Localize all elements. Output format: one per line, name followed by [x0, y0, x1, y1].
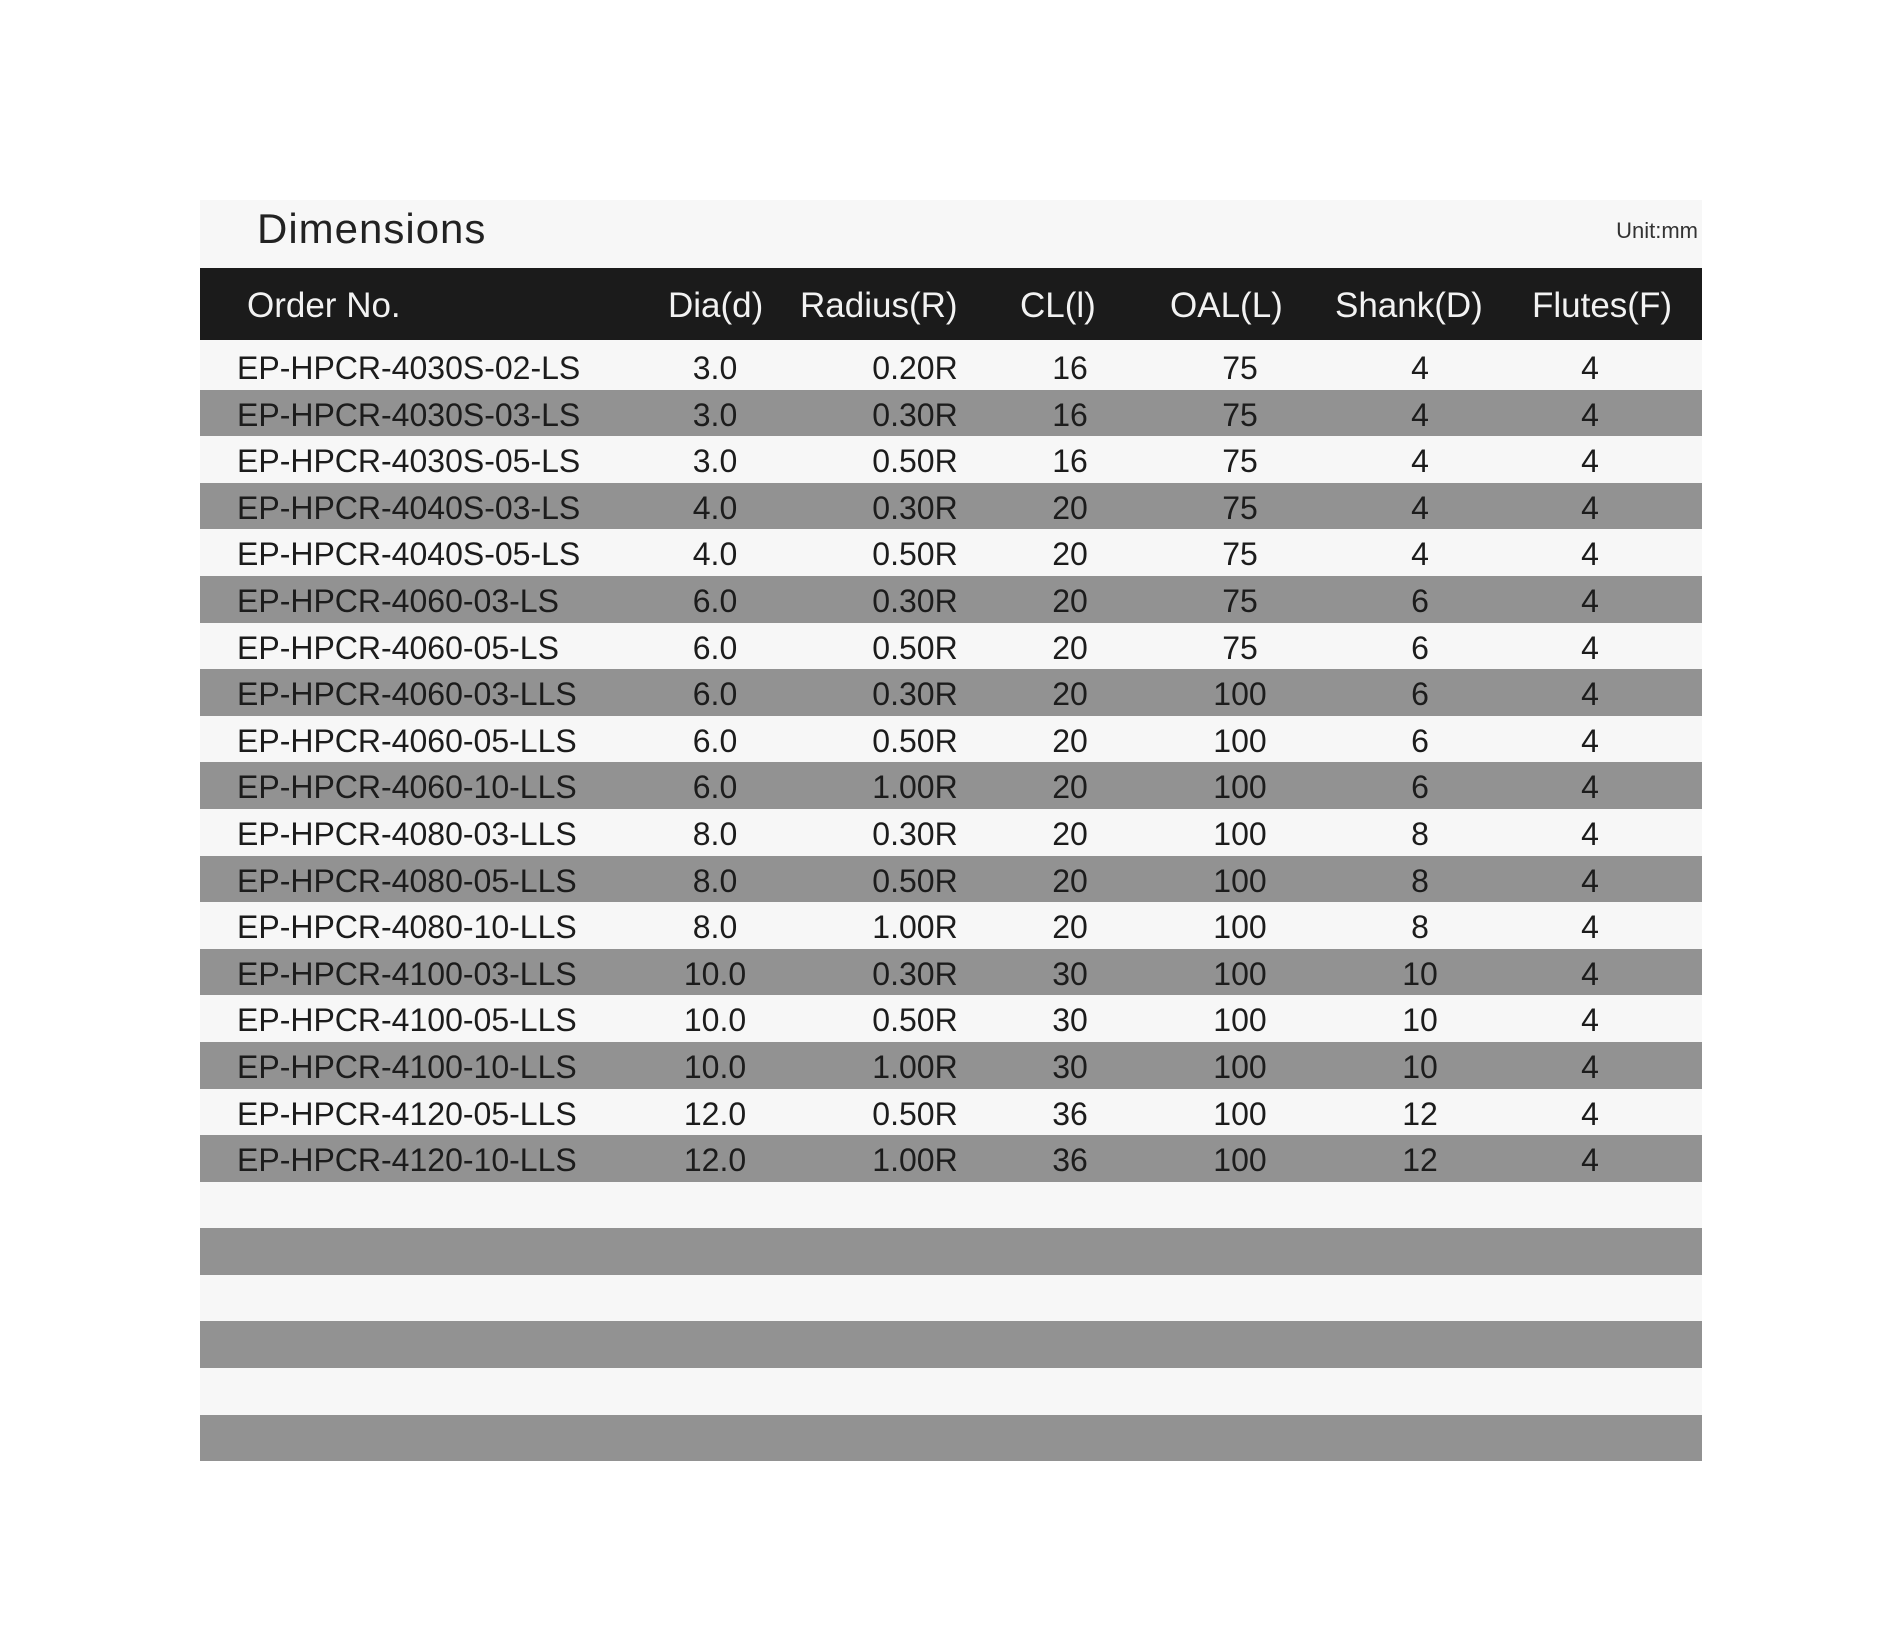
- cell-flutes: 4: [1581, 1002, 1599, 1039]
- cell-order-no: EP-HPCR-4060-05-LS: [237, 629, 559, 666]
- cell-cl: 20: [1052, 676, 1088, 713]
- cell-radius: 0.50R: [872, 1002, 958, 1039]
- header-shank: Shank(D): [1335, 286, 1483, 325]
- table-body: [200, 343, 1702, 1461]
- cell-order-no: EP-HPCR-4100-03-LLS: [237, 955, 577, 992]
- empty-table-row: [200, 1415, 1702, 1462]
- table-row: [200, 716, 1702, 763]
- cell-cl: 20: [1052, 582, 1088, 619]
- cell-shank: 8: [1411, 909, 1429, 946]
- cell-oal: 75: [1222, 350, 1258, 386]
- table-row: [200, 483, 1702, 530]
- cell-oal: 75: [1222, 489, 1258, 526]
- cell-cl: 20: [1052, 862, 1088, 899]
- cell-shank: 6: [1411, 582, 1429, 619]
- table-row: [200, 1089, 1702, 1136]
- cell-order-no: EP-HPCR-4030S-02-LS: [237, 350, 581, 386]
- cell-oal: 100: [1213, 955, 1267, 992]
- cell-cl: 20: [1052, 769, 1088, 806]
- cell-cl: 16: [1052, 443, 1088, 480]
- table-row: [200, 529, 1702, 576]
- cell-order-no: EP-HPCR-4030S-05-LS: [237, 443, 581, 480]
- cell-oal: 100: [1213, 1048, 1267, 1085]
- cell-shank: 8: [1411, 862, 1429, 899]
- cell-dia: 3.0: [692, 396, 738, 433]
- cell-oal: 75: [1222, 536, 1258, 573]
- cell-oal: 100: [1213, 769, 1267, 806]
- cell-flutes: 4: [1581, 722, 1599, 759]
- table-row: [200, 949, 1702, 996]
- table-row: [200, 856, 1702, 903]
- cell-dia: 10.0: [683, 1002, 747, 1039]
- cell-cl: 30: [1052, 1048, 1088, 1085]
- empty-table-row: [200, 1368, 1702, 1415]
- table-row: [200, 390, 1702, 437]
- cell-radius: 1.00R: [872, 1142, 958, 1179]
- header-cl: CL(l): [1020, 286, 1096, 325]
- cell-shank: 10: [1402, 955, 1438, 992]
- cell-shank: 4: [1411, 536, 1429, 573]
- cell-dia: 6.0: [692, 676, 738, 713]
- header-dia: Dia(d): [668, 286, 764, 325]
- cell-dia: 6.0: [692, 582, 738, 619]
- header-oal: OAL(L): [1170, 286, 1283, 325]
- cell-flutes: 4: [1581, 676, 1599, 713]
- cell-oal: 75: [1222, 443, 1258, 480]
- cell-shank: 6: [1411, 769, 1429, 806]
- table-row: [200, 623, 1702, 670]
- table-row: [200, 343, 1702, 390]
- cell-dia: 12.0: [683, 1142, 747, 1179]
- cell-flutes: 4: [1581, 489, 1599, 526]
- cell-shank: 4: [1411, 443, 1429, 480]
- cell-dia: 8.0: [692, 862, 738, 899]
- cell-oal: 100: [1213, 909, 1267, 946]
- table-row: [200, 762, 1702, 809]
- cell-dia: 4.0: [692, 489, 738, 526]
- cell-radius: 0.50R: [872, 629, 958, 666]
- cell-flutes: 4: [1581, 443, 1599, 480]
- cell-order-no: EP-HPCR-4060-03-LS: [237, 582, 559, 619]
- cell-radius: 0.50R: [872, 443, 958, 480]
- cell-cl: 16: [1052, 396, 1088, 433]
- cell-oal: 100: [1213, 722, 1267, 759]
- cell-flutes: 4: [1581, 862, 1599, 899]
- cell-order-no: EP-HPCR-4120-10-LLS: [237, 1142, 577, 1179]
- cell-cl: 20: [1052, 489, 1088, 526]
- cell-cl: 20: [1052, 909, 1088, 946]
- cell-dia: 6.0: [692, 769, 738, 806]
- cell-order-no: EP-HPCR-4030S-03-LS: [237, 396, 581, 433]
- table-row: [200, 436, 1702, 483]
- cell-cl: 20: [1052, 629, 1088, 666]
- cell-radius: 1.00R: [872, 1048, 958, 1085]
- cell-oal: 100: [1213, 862, 1267, 899]
- cell-oal: 75: [1222, 396, 1258, 433]
- cell-dia: 4.0: [692, 536, 738, 573]
- cell-shank: 6: [1411, 722, 1429, 759]
- cell-cl: 20: [1052, 722, 1088, 759]
- cell-order-no: EP-HPCR-4040S-03-LS: [237, 489, 581, 526]
- cell-order-no: EP-HPCR-4100-05-LLS: [237, 1002, 577, 1039]
- cell-dia: 10.0: [683, 955, 747, 992]
- table-row: [200, 1135, 1702, 1182]
- cell-flutes: 4: [1581, 1048, 1599, 1085]
- cell-oal: 100: [1213, 1002, 1267, 1039]
- cell-shank: 6: [1411, 629, 1429, 666]
- empty-table-row: [200, 1275, 1702, 1322]
- cell-oal: 100: [1213, 815, 1267, 852]
- cell-dia: 3.0: [692, 350, 738, 386]
- cell-oal: 100: [1213, 1095, 1267, 1132]
- cell-order-no: EP-HPCR-4120-05-LLS: [237, 1095, 577, 1132]
- cell-order-no: EP-HPCR-4080-03-LLS: [237, 815, 577, 852]
- cell-order-no: EP-HPCR-4040S-05-LS: [237, 536, 581, 573]
- cell-shank: 4: [1411, 396, 1429, 433]
- cell-shank: 4: [1411, 350, 1429, 386]
- cell-shank: 6: [1411, 676, 1429, 713]
- cell-dia: 8.0: [692, 815, 738, 852]
- header-flutes: Flutes(F): [1532, 286, 1672, 325]
- cell-shank: 10: [1402, 1048, 1438, 1085]
- cell-dia: 6.0: [692, 722, 738, 759]
- cell-radius: 0.20R: [872, 350, 958, 386]
- cell-radius: 0.30R: [872, 582, 958, 619]
- header-order-no: Order No.: [247, 286, 401, 325]
- table-header: [200, 268, 1702, 340]
- cell-radius: 0.30R: [872, 676, 958, 713]
- cell-radius: 0.30R: [872, 396, 958, 433]
- cell-flutes: 4: [1581, 1142, 1599, 1179]
- cell-flutes: 4: [1581, 955, 1599, 992]
- cell-cl: 36: [1052, 1142, 1088, 1179]
- cell-flutes: 4: [1581, 1095, 1599, 1132]
- cell-shank: 12: [1402, 1095, 1438, 1132]
- empty-table-row: [200, 1321, 1702, 1368]
- cell-dia: 12.0: [683, 1095, 747, 1132]
- dimensions-sheet: [200, 200, 1702, 1443]
- empty-table-row: [200, 1228, 1702, 1275]
- cell-dia: 6.0: [692, 629, 738, 666]
- cell-oal: 75: [1222, 582, 1258, 619]
- cell-cl: 20: [1052, 536, 1088, 573]
- cell-order-no: EP-HPCR-4060-10-LLS: [237, 769, 577, 806]
- cell-order-no: EP-HPCR-4060-05-LLS: [237, 722, 577, 759]
- table-row: [200, 1042, 1702, 1089]
- cell-radius: 0.50R: [872, 536, 958, 573]
- section-title: Dimensions: [257, 205, 487, 252]
- cell-radius: 0.30R: [872, 815, 958, 852]
- cell-radius: 0.30R: [872, 955, 958, 992]
- table-row: [200, 669, 1702, 716]
- cell-oal: 100: [1213, 676, 1267, 713]
- cell-flutes: 4: [1581, 396, 1599, 433]
- empty-table-row: [200, 1182, 1702, 1229]
- cell-shank: 8: [1411, 815, 1429, 852]
- cell-radius: 1.00R: [872, 909, 958, 946]
- cell-cl: 30: [1052, 1002, 1088, 1039]
- cell-radius: 0.30R: [872, 489, 958, 526]
- cell-oal: 100: [1213, 1142, 1267, 1179]
- cell-flutes: 4: [1581, 909, 1599, 946]
- cell-flutes: 4: [1581, 815, 1599, 852]
- cell-order-no: EP-HPCR-4100-10-LLS: [237, 1048, 577, 1085]
- cell-order-no: EP-HPCR-4060-03-LLS: [237, 676, 577, 713]
- header-radius: Radius(R): [800, 286, 958, 325]
- cell-radius: 0.50R: [872, 862, 958, 899]
- cell-flutes: 4: [1581, 350, 1599, 386]
- table-row: [200, 902, 1702, 949]
- cell-shank: 4: [1411, 489, 1429, 526]
- cell-shank: 12: [1402, 1142, 1438, 1179]
- cell-cl: 30: [1052, 955, 1088, 992]
- cell-shank: 10: [1402, 1002, 1438, 1039]
- cell-flutes: 4: [1581, 582, 1599, 619]
- cell-cl: 16: [1052, 350, 1088, 386]
- cell-flutes: 4: [1581, 536, 1599, 573]
- cell-cl: 20: [1052, 815, 1088, 852]
- cell-oal: 75: [1222, 629, 1258, 666]
- cell-flutes: 4: [1581, 769, 1599, 806]
- cell-flutes: 4: [1581, 629, 1599, 666]
- unit-label: Unit:mm: [1616, 218, 1698, 243]
- cell-radius: 1.00R: [872, 769, 958, 806]
- cell-radius: 0.50R: [872, 1095, 958, 1132]
- cell-dia: 10.0: [683, 1048, 747, 1085]
- cell-order-no: EP-HPCR-4080-05-LLS: [237, 862, 577, 899]
- cell-dia: 3.0: [692, 443, 738, 480]
- table-row: [200, 995, 1702, 1042]
- table-row: [200, 809, 1702, 856]
- cell-radius: 0.50R: [872, 722, 958, 759]
- cell-order-no: EP-HPCR-4080-10-LLS: [237, 909, 577, 946]
- cell-dia: 8.0: [692, 909, 738, 946]
- table-row: [200, 576, 1702, 623]
- cell-cl: 36: [1052, 1095, 1088, 1132]
